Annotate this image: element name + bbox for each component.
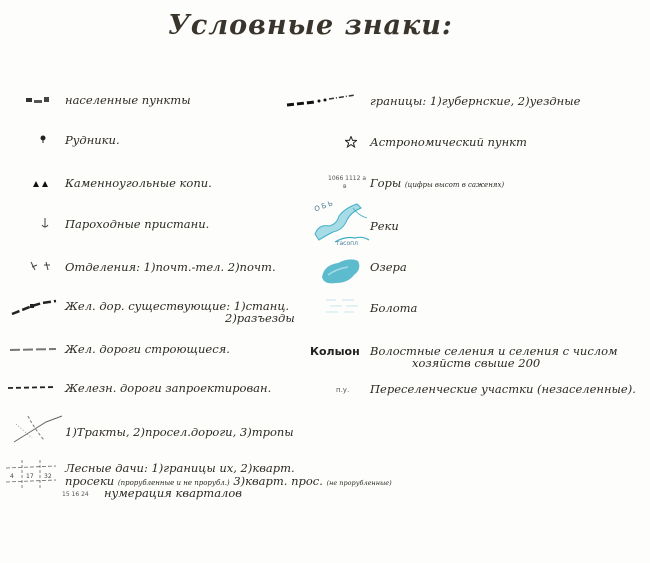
label-mines: Рудники.: [65, 133, 120, 147]
roads-symbol: [10, 412, 66, 446]
label-clearings-note: (прорубленные и не прорубл.): [117, 479, 230, 487]
post-office-symbol: [28, 259, 58, 273]
label-borders: границы: 1)губернские, 2)уездные: [370, 94, 581, 108]
river-small-sample: тасопл: [336, 240, 358, 247]
astronomical-point-symbol: [345, 136, 357, 148]
volost-settlement-sample: Колыон: [310, 345, 360, 358]
railway-building-symbol: [8, 346, 58, 354]
label-rivers: Реки: [370, 219, 399, 233]
label-steamer-piers: Пароходные пристани.: [65, 217, 210, 231]
label-railway-sidings: 2)разъезды: [225, 311, 295, 325]
label-settlements: населенные пункты: [65, 93, 191, 107]
label-forest-dachas: Лесные дачи: 1)границы их, 2)кварт.: [65, 461, 295, 475]
settlement-symbol: [24, 96, 56, 106]
mountain-marker: в: [343, 183, 347, 190]
label-volost-households: хозяйств свыше 200: [412, 356, 541, 370]
mountain-heights-sample: 1066 1112 а: [328, 175, 367, 182]
label-swamps: Болота: [370, 301, 418, 315]
label-post-offices: Отделения: 1)почт.-тел. 2)почт.: [65, 260, 276, 274]
railway-existing-symbol: [10, 298, 60, 318]
forest-quarter-symbol: [4, 458, 58, 492]
label-volost-settlements: Волостные селения и селения с числом: [370, 344, 618, 358]
label-astronomical-point: Астрономический пункт: [370, 135, 527, 149]
mine-symbol: [38, 134, 48, 144]
quarter-numbers-sample: 15 16 24: [62, 491, 89, 498]
lake-symbol: [318, 255, 364, 287]
label-clearings-word: просеки: [65, 474, 115, 488]
label-roads: 1)Тракты, 2)просел.дороги, 3)тропы: [65, 425, 294, 439]
coal-mine-symbol: [32, 178, 52, 188]
quarter-grid-number: 4: [10, 473, 14, 480]
label-mountains: [370, 176, 504, 190]
swamp-symbol: [322, 294, 362, 320]
label-mountains-note: (цифры высот в саженях): [404, 181, 505, 189]
label-lakes: Озера: [370, 260, 407, 274]
label-quarter-numbering: нумерация кварталов: [104, 486, 242, 500]
label-resettlement-plots: Переселенческие участки (незаселенные).: [370, 382, 636, 396]
label-railway-planned: Железн. дороги запроектирован.: [65, 381, 272, 395]
legend-title: Условные знаки:: [168, 10, 453, 41]
railway-planned-symbol: [6, 384, 58, 392]
quarter-grid-number: 17: [26, 473, 34, 480]
steamer-pier-symbol: [40, 217, 50, 229]
label-mountains-word: Горы: [370, 176, 402, 190]
border-symbol: [285, 92, 357, 108]
label-railway-building: Жел. дороги строющиеся.: [65, 342, 230, 356]
resettlement-plot-sample: п.у.: [336, 386, 350, 394]
quarter-grid-number: 32: [44, 473, 52, 480]
label-quarter-clearings: 3)кварт. прос.: [233, 474, 323, 488]
river-name-sample: ОБЬ: [313, 198, 336, 214]
label-coal-mines: Каменноугольные копи.: [65, 176, 212, 190]
label-railway-existing: Жел. дор. существующие: 1)станц.: [65, 299, 290, 313]
label-quarter-clearings-note: (не прорубленные): [326, 479, 392, 487]
